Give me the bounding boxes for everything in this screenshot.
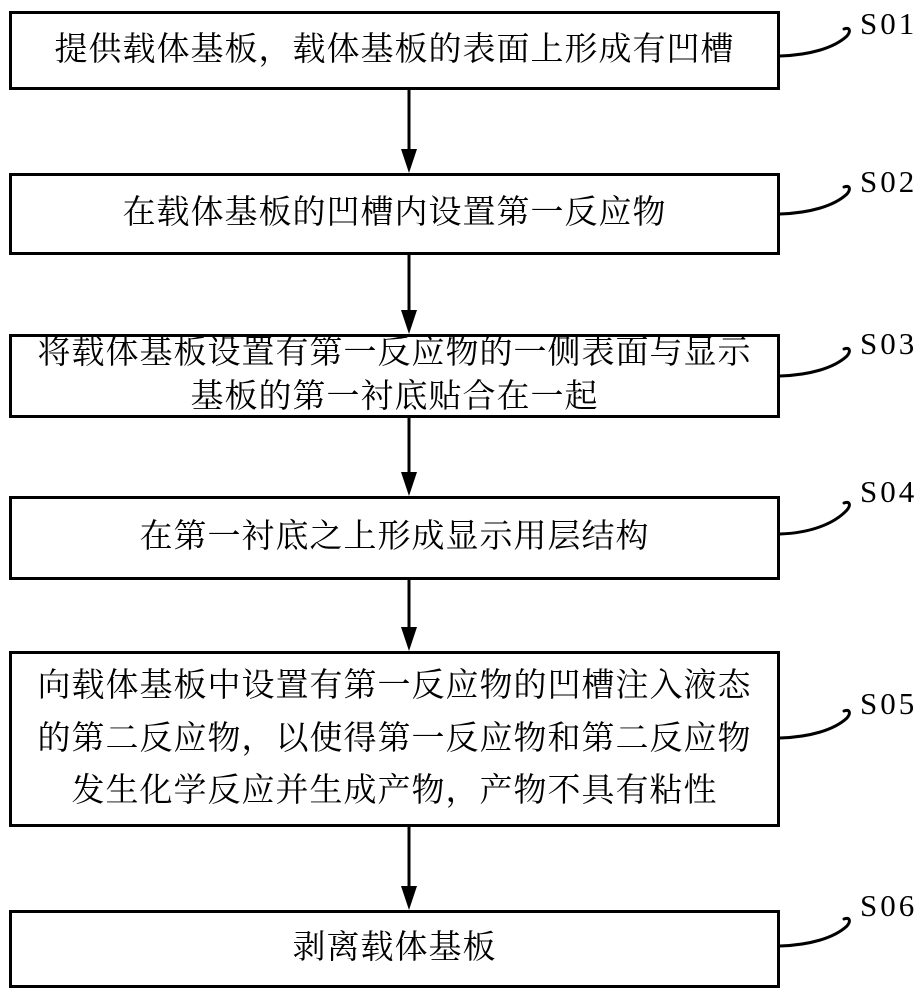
- step-connector-curve: [780, 186, 849, 214]
- step-text: 的第二反应物，以使得第一反应物和第二反应物: [37, 720, 752, 757]
- step-connector-curve: [780, 710, 849, 738]
- step-connector-curve: [780, 348, 849, 376]
- down-arrow: [401, 418, 417, 496]
- down-arrow: [401, 827, 417, 910]
- step-box-s01: [9, 11, 780, 90]
- down-arrow: [401, 90, 417, 173]
- step-label-s04: S04: [860, 474, 918, 509]
- step-label-s03: S03: [860, 326, 918, 361]
- step-text: 提供载体基板，载体基板的表面上形成有凹槽: [54, 31, 735, 68]
- step-box-s04: [9, 496, 780, 580]
- step-box-s05: [9, 651, 780, 827]
- step-text: 剥离载体基板: [292, 930, 497, 967]
- step-text: 在载体基板的凹槽内设置第一反应物: [122, 195, 667, 232]
- step-text: 发生化学反应并生成产物，产物不具有粘性: [71, 773, 718, 810]
- step-connector-curve: [780, 918, 849, 946]
- step-text: 在第一衬底之上形成显示用层结构: [139, 519, 650, 556]
- step-text: 向载体基板中设置有第一反应物的凹槽注入液态: [37, 667, 752, 704]
- step-label-s06: S06: [860, 888, 918, 923]
- step-connector-curve: [780, 28, 849, 56]
- step-label-s01: S01: [860, 6, 918, 41]
- step-box-s06: [9, 910, 780, 988]
- step-box-s03: [9, 334, 780, 418]
- step-label-s02: S02: [860, 164, 918, 199]
- step-connector-curve: [780, 502, 849, 534]
- step-box-s02: [9, 173, 780, 255]
- down-arrow: [401, 580, 417, 651]
- down-arrow: [401, 255, 417, 334]
- step-text: 将载体基板设置有第一反应物的一侧表面与显示: [37, 335, 752, 372]
- step-label-s05: S05: [860, 686, 918, 721]
- step-text: 基板的第一衬底贴合在一起: [190, 379, 599, 415]
